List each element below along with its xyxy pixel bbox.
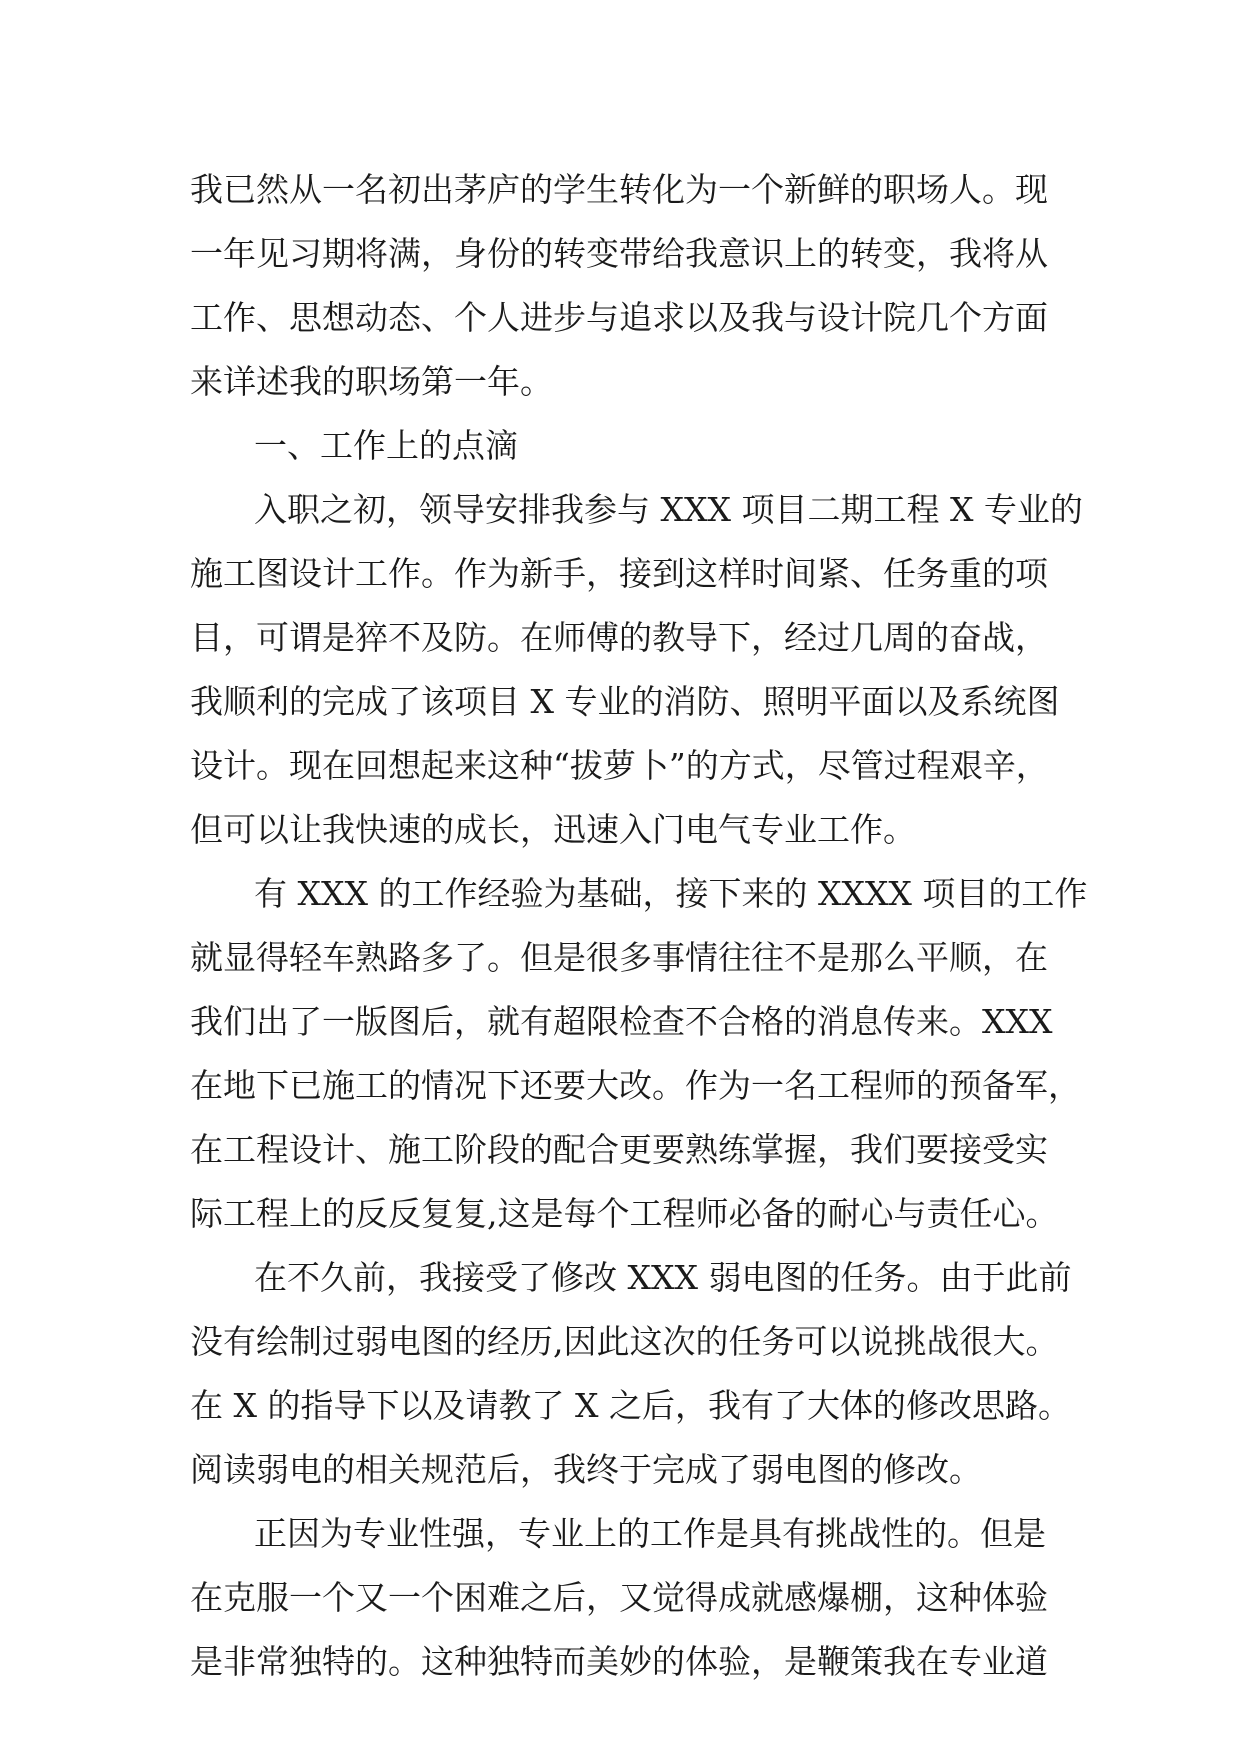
- text-line: 在地下已施工的情况下还要大改。作为一名工程师的预备军，: [190, 1066, 1081, 1105]
- text-line: 施工图设计工作。作为新手，接到这样时间紧、任务重的项: [190, 554, 1048, 593]
- text-line: 来详述我的职场第一年。: [190, 362, 553, 401]
- text-line: 在 X 的指导下以及请教了 X 之后，我有了大体的修改思路。: [190, 1386, 1071, 1425]
- text-line: 入职之初，领导安排我参与 XXX 项目二期工程 X 专业的: [254, 490, 1083, 529]
- text-line: 在不久前，我接受了修改 XXX 弱电图的任务。由于此前: [254, 1258, 1072, 1297]
- text-line: 我们出了一版图后，就有超限检查不合格的消息传来。XXX: [190, 1002, 1053, 1041]
- text-line: 是非常独特的。这种独特而美妙的体验，是鞭策我在专业道: [190, 1642, 1048, 1681]
- text-line: 我已然从一名初出茅庐的学生转化为一个新鲜的职场人。现: [190, 170, 1048, 209]
- text-line: 设计。现在回想起来这种“拔萝卜”的方式，尽管过程艰辛，: [190, 746, 1049, 785]
- text-line: 有 XXX 的工作经验为基础，接下来的 XXXX 项目的工作: [254, 874, 1088, 913]
- text-line: 在工程设计、施工阶段的配合更要熟练掌握，我们要接受实: [190, 1130, 1048, 1169]
- text-line: 一年见习期将满，身份的转变带给我意识上的转变，我将从: [190, 234, 1048, 273]
- text-line: 目，可谓是猝不及防。在师傅的教导下，经过几周的奋战，: [190, 618, 1048, 657]
- section-heading: 一、工作上的点滴: [254, 426, 518, 465]
- text-line: 没有绘制过弱电图的经历,因此这次的任务可以说挑战很大。: [190, 1322, 1059, 1361]
- text-line: 就显得轻车熟路多了。但是很多事情往往不是那么平顺，在: [190, 938, 1048, 977]
- text-line: 我顺利的完成了该项目 X 专业的消防、照明平面以及系统图: [190, 682, 1060, 721]
- text-line: 际工程上的反反复复,这是每个工程师必备的耐心与责任心。: [190, 1194, 1059, 1233]
- text-line: 但可以让我快速的成长，迅速入门电气专业工作。: [190, 810, 916, 849]
- text-line: 在克服一个又一个困难之后，又觉得成就感爆棚，这种体验: [190, 1578, 1048, 1617]
- text-line: 阅读弱电的相关规范后，我终于完成了弱电图的修改。: [190, 1450, 982, 1489]
- text-line: 正因为专业性强，专业上的工作是具有挑战性的。但是: [254, 1514, 1046, 1553]
- text-line: 工作、思想动态、个人进步与追求以及我与设计院几个方面: [190, 298, 1048, 337]
- document-body: [190, 158, 1088, 1694]
